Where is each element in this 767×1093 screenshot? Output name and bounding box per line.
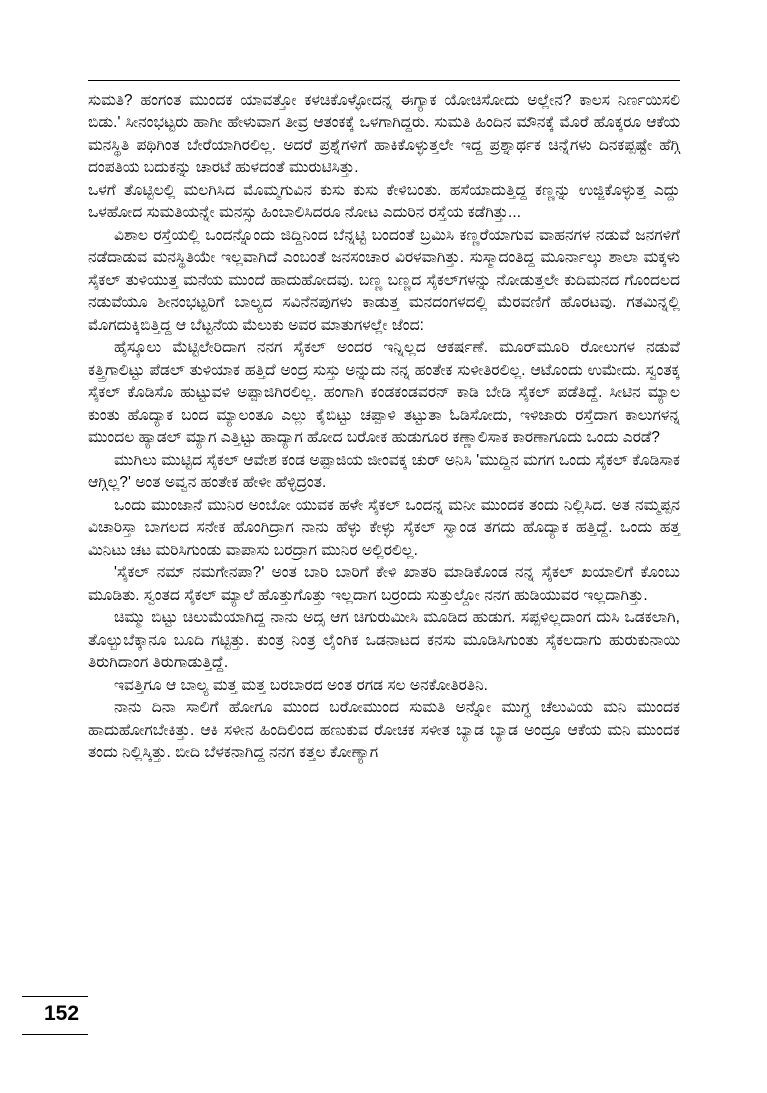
- page-body-text: [88, 90, 680, 765]
- paragraph: ಒಳಗೆ ತೊಟ್ಟಿಲಲ್ಲಿ ಮಲಗಿಸಿದ ಮೊಮ್ಮಗುವಿನ ಕುಸು ಕುಸು ಕೇಳಿಬಂತು. ಹಸೆಯಾದುತ್ತಿದ್ದ ಕಣ್ಣನ್ನು ಉಜ್ಜಿಕೊಳ್ಳುತ್ತ ಎದ್ದು ಒಳಹೋದ ಸುಮತಿಯನ್ನೇ ಮನಸ್ಸು ಹಿಂಬಾಲಿಸಿದರೂ ನೋಟ ಎದುರಿನ ರಸ್ತೆಯ ಕಡೆಗಿತ್ತು...: [88, 181, 680, 222]
- footer-rule-bottom: [22, 1034, 88, 1035]
- paragraph: ಒಂದು ಮುಂಜಾನೆ ಮುನಿರ ಅಂಬೋ ಯುವಕ ಹಳೇ ಸೈಕಲ್ ಒಂದನ್ನ ಮನೀ ಮುಂದಕ ತಂದು ನಿಲ್ಲಿಸಿದ. ಅತ ನಮ್ಮಪ್ಪನ ವಿಚಾರಿಸ್ತಾ ಬಾಗಲದ ಸನೇಕ ಹೊಂಗಿದ್ರಾಗ ನಾನು ಹೆಳ್ಳು ಕೇಳ್ಳು ಸೈಕಲ್ ಸ್ವಾಂಡ ತಗದು ಹೊದ್ಯಾಕ ಹತ್ತಿದ್ದೆ. ಒಂದು ಹತ್ತ ಮಿನಿಟು ಚಟ ಮರಿಸಿಗುಂಡು ವಾಪಾಸು ಬರದ್ರಾಗ ಮುನಿರ ಅಲ್ಲಿರಲಿಲ್ಲ.: [88, 496, 680, 559]
- paragraph: ಮುಗಿಲು ಮುಟ್ಟಿದ ಸೈಕಲ್ ಆವೇಶ ಕಂಡ ಅಪ್ಪಾಜಿಯ ಜೀಂವಕ್ಕ ಚುರ್ ಅನಿಸಿ 'ಮುದ್ದಿನ ಮಗಗ ಒಂದು ಸೈಕಲ್ ಕೊಡಿಸಾಕ ಆಗ್ಗಿಲ್ಲ?' ಅಂತ ಅವ್ವನ ಹಂತೇಕ ಹೇಳೀ ಹೆಳ್ಳಿದ್ರಂತ.: [88, 451, 680, 492]
- header-rule: [88, 80, 680, 81]
- paragraph: ನಾನು ದಿನಾ ಸಾಲಿಗೆ ಹೋಗೂ ಮುಂದ ಬರೋಮುಂದ ಸುಮತಿ ಅನ್ನೋ ಮುಗ್ಧ ಚೆಲುವಿಯ ಮನಿ ಮುಂದಕ ಹಾದುಹೋಗಬೇಕಿತ್ತು. ಆಕಿ ಸಳೀನ ಹಿಂದಿಲಿಂದ ಹಣುಕುವ ರೋಚಕ ಸಳೀತ ಬ್ಯಾಡ ಬ್ಯಾಡ ಅಂದ್ರೂ ಆಕೆಯ ಮನಿ ಮುಂದಕ ತಂದು ನಿಲ್ಲಿಸ್ಕಿತ್ತು. ಬೀದಿ ಬೆಳಕನಾಗಿದ್ದ ನನಗ ಕತ್ತಲ ಕೋಣ್ಯಾಗ: [88, 699, 680, 762]
- paragraph: ವಿಶಾಲ ರಸ್ತೆಯಲ್ಲಿ ಒಂದನ್ನೊಂದು ಜಿದ್ದಿನಿಂದ ಬೆನ್ನಟ್ಟಿ ಬಂದಂತೆ ಬ್ರಮಿಸಿ ಕಣ್ಣರೆಯಾಗುವ ವಾಹನಗಳ ನಡುವೆ ಜನಗಳಿಗೆ ನಡೆದಾಡುವ ಮನಸ್ಥಿತಿಯೇ ಇಲ್ಲವಾಗಿದೆ ಎಂಬಂತೆ ಜನಸಂಚಾರ ವಿರಳವಾಗಿತ್ತು. ಸುಸ್ಮಾದಂತಿದ್ದ ಮೂರ್ನಾಲ್ಕು ಶಾಲಾ ಮಕ್ಕಳು ಸೈಕಲ್ ತುಳಿಯುತ್ತ ಮನೆಯ ಮುಂದೆ ಹಾದುಹೋದವು. ಬಣ್ಣ ಬಣ್ಣದ ಸೈಕಲ್‌ಗಳನ್ನು ನೋಡುತ್ತಲೇ ಕುದಿಮನದ ಗೊಂದಲದ ನಡುವೆಯೂ ಶೀನಂಭಟ್ಟರಿಗೆ ಬಾಲ್ಯದ ಸವಿನೆನಪುಗಳು ಕಾಡುತ್ತ ಮನದಂಗಳದಲ್ಲಿ ಮೆರವಣಿಗೆ ಹೊರಟವು. ಗತಮಿನ್ನಲ್ಲಿ ಮೊಗದುಕ್ಕಿಬಿತ್ತಿದ್ದ ಆ ಬೆಟ್ಟನೆಯ ಮೆಲುಕು ಅವರ ಮಾತುಗಳಲ್ಲೇ ಜೆಂದ:: [88, 226, 680, 334]
- footer-rule-top: [22, 996, 88, 997]
- page-footer: [0, 996, 767, 1036]
- paragraph: ಸುಮತಿ? ಹಂಗಂತ ಮುಂದಕ ಯಾವತ್ತೋ ಕಳಚಿಕೊಳ್ಳೋದನ್ನ ಈಗ್ಯಾಕ ಯೋಚಿಸೋದು ಅಲ್ಲೇನ? ಕಾಲಸ ನಿರ್ಣಯಿಸಲಿ ಬಿಡು.' ಸೀನಂಭಟ್ಟರು ಹಾಗೀ ಹೇಳುವಾಗ ತೀವ್ರ ಆತಂಕಕ್ಕೆ ಒಳಗಾಗಿದ್ದರು. ಸುಮತಿ ಹಿಂದಿನ ಮೌನಕ್ಕೆ ಮೊರೆ ಹೊಕ್ಕರೂ ಆಕೆಯ ಮನಸ್ಥಿತಿ ಪಥಿಗಿಂತ ಬೇರೆಯಾಗಿರಲಿಲ್ಲ. ಅದರೆ ಪ್ರಶ್ನೆಗಳಿಗೆ ಹಾಕಿಕೊಳ್ಳುತ್ತಲೇ ಇದ್ದ ಪ್ರಶ್ನಾರ್ಥಕ ಚಿನ್ನೆಗಳು ದಿನಕಪ್ಪಷ್ಟೇ ಹೆಗ್ಗಿ ದಂಪತಿಯ ಬದುಕನ್ನು ಚಾರಟೆ ಹುಳದಂತೆ ಮುರುಟಿಸಿತ್ತು.: [88, 92, 680, 177]
- page-number: 152: [44, 1002, 80, 1025]
- paragraph: ಇವತ್ತಿಗೂ ಆ ಬಾಲ್ಯ ಮತ್ತ ಮತ್ತ ಬರಬಾರದ ಅಂತ ರಗಡ ಸಲ ಅನಕೋತಿರತಿನಿ.: [114, 676, 489, 694]
- paragraph: ಚಿಮ್ಮು ಬಿಟ್ಟು ಚಿಲುಮೆಯಾಗಿದ್ದ ನಾನು ಅದ್ಸ ಆಗ ಚಿಗುರುಮೀಸಿ ಮೂಡಿದ ಹುಡುಗ. ಸಪ್ಪಳಿಲ್ಲದಾಂಗ ದುಸಿ ಒಡಕಲಾಗಿ, ತೊಲ್ಬುಬೆಕ್ಕಾನೂ ಬೂದಿ ಗಟ್ಟಿತ್ತು. ಕುಂತ್ರ ನಿಂತ್ರ ಲೈಂಗಿಕ ಒಡನಾಟದ ಕನಸು ಮೂಡಿಸಿಗುಂತು ಸೈಕಲದಾಗು ಹುರುಕುನಾಯಿ ತಿರುಗಿದಾಂಗ ತಿರುಗಾಡುತ್ತಿದ್ದೆ.: [88, 609, 680, 672]
- paragraph: 'ಸೈಕಲ್ ನಮ್ ನಮಗೇನಪಾ?' ಅಂತ ಬಾರಿ ಬಾರಿಗೆ ಕೇಳಿ ಖಾತರಿ ಮಾಡಿಕೊಂಡ ನನ್ನ ಸೈಕಲ್ ಖಯಾಲಿಗೆ ಕೊಂಬು ಮೂಡಿತು. ಸ್ವಂತದ ಸೈಕಲ್ ಮ್ಯಾಲೆ ಹೊತ್ತುಗೊತ್ತು ಇಲ್ಲದಾಗ ಬರ್ರಂದು ಸುತ್ತುಲ್ದೋ ನನಗ ಹುಡಿಯುವರ ಇಲ್ಲದಾಗಿತ್ತು.: [88, 564, 680, 604]
- paragraph: ಹೈಸ್ಕೂಲು ಮೆಟ್ಟಿಲೇರಿದಾಗ ನನಗ ಸೈಕಲ್ ಅಂದರ ಇನ್ನಿಲ್ಲದ ಆಕರ್ಷಣೆ. ಮೂರ್‌ಮೂರಿ ರೋಲುಗಳ ನಡುವೆ ಕತ್ತ್ರಿಗಾಲಿಟ್ಟು ಪೆಡಲ್ ತುಳಿಯಾಕ ಹತ್ತಿದೆ ಅಂದ್ರ ಸುಸ್ತು ಅನ್ನುದು ನನ್ನ ಹಂತೇಕ ಸುಳೀತಿರಲಿಲ್ಲ. ಆಟೊಂದು ಉಮೇದು. ಸ್ವಂತಕ್ಕ ಸೈಕಲ್ ಕೊಡಿಸೊ ಹುಟ್ಟುವಳಿ ಅಪ್ಪಾಜಿಗಿರಲಿಲ್ಲ. ಹಂಗಾಗಿ ಕಂಡಕಂಡವರನ್ ಕಾಡಿ ಬೇಡಿ ಸೈಕಲ್ ಪಡೆತಿದ್ದೆ. ಸೀಟಿನ ಮ್ಯಾಲ ಕುಂತು ಹೊದ್ಯಾಕ ಬಂದ ಮ್ಯಾಲಂತೂ ಎಲ್ಲು ಕೈಬಿಟ್ಟು ಚಪ್ಪಾಳಿ ತಟ್ಟುತಾ ಓಡಿಸೋದು, ಇಳಿಜಾರು ರಸ್ತೆದಾಗ ಕಾಲುಗಳನ್ನ ಮುಂದಲ ಹ್ಯಾಡಲ್ ಮ್ಯಾಗ ಎತ್ತಿಟ್ಟು ಹಾದ್ಯಾಗ ಹೋದ ಬರೋಕ ಹುಡುಗೂರ ಕಣ್ಣಾಲಿಸಾಕ ಕಾರಣಾಗೂದು ಒಂದು ಎರಡೆ?: [88, 339, 680, 447]
